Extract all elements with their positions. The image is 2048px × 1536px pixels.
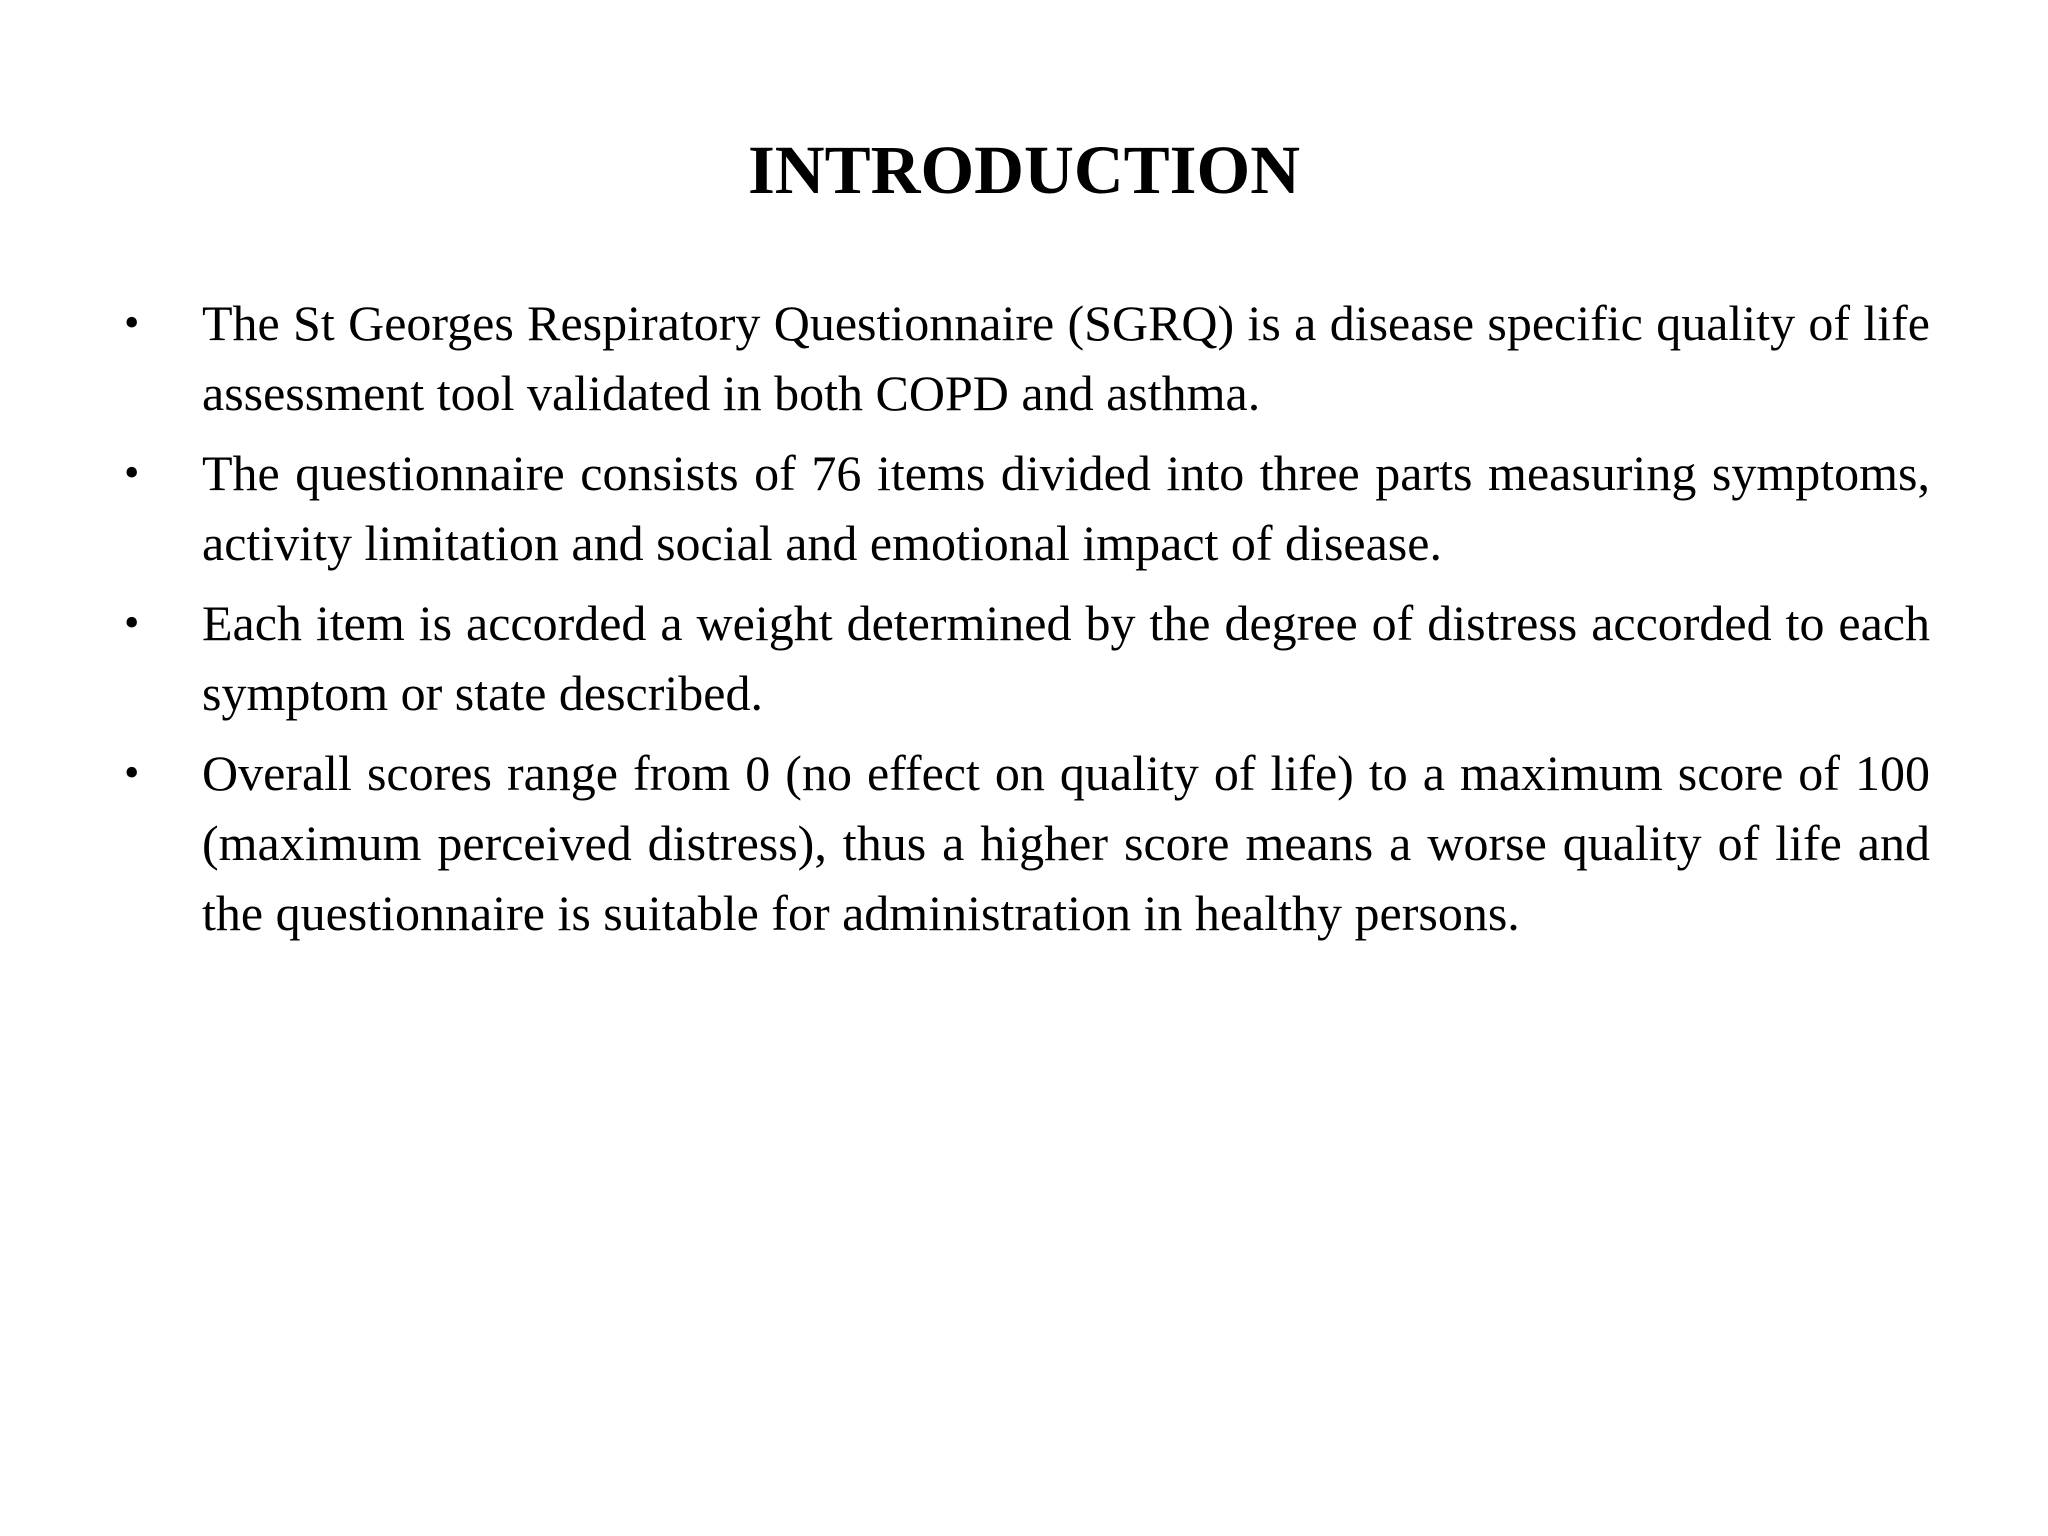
- bullet-icon: •: [124, 598, 140, 647]
- bullet-icon: •: [124, 448, 140, 497]
- bullet-icon: •: [124, 298, 140, 347]
- bullet-item: [118, 438, 1930, 578]
- bullet-item: [118, 288, 1930, 428]
- bullet-text: Overall scores range from 0 (no effect on quality of life) to a maximum score of 100 (maximum perceived distress), thus a higher score means a worse quality of life and the questionnaire is suitable for administration in healthy persons.: [202, 745, 1930, 941]
- bullet-text: Each item is accorded a weight determined by the degree of distress accorded to each symptom or state described.: [202, 595, 1930, 721]
- bullet-text: The questionnaire consists of 76 items divided into three parts measuring symptoms, activity limitation and social and emotional impact of disease.: [202, 445, 1930, 571]
- bullet-item: [118, 738, 1930, 948]
- bullet-icon: •: [124, 748, 140, 797]
- bullet-item: [118, 588, 1930, 728]
- bullet-list: [118, 288, 1930, 958]
- slide-title: INTRODUCTION: [747, 132, 1301, 208]
- bullet-text: The St Georges Respiratory Questionnaire (SGRQ) is a disease specific quality of life assessment tool validated in both COPD and asthma.: [202, 295, 1930, 421]
